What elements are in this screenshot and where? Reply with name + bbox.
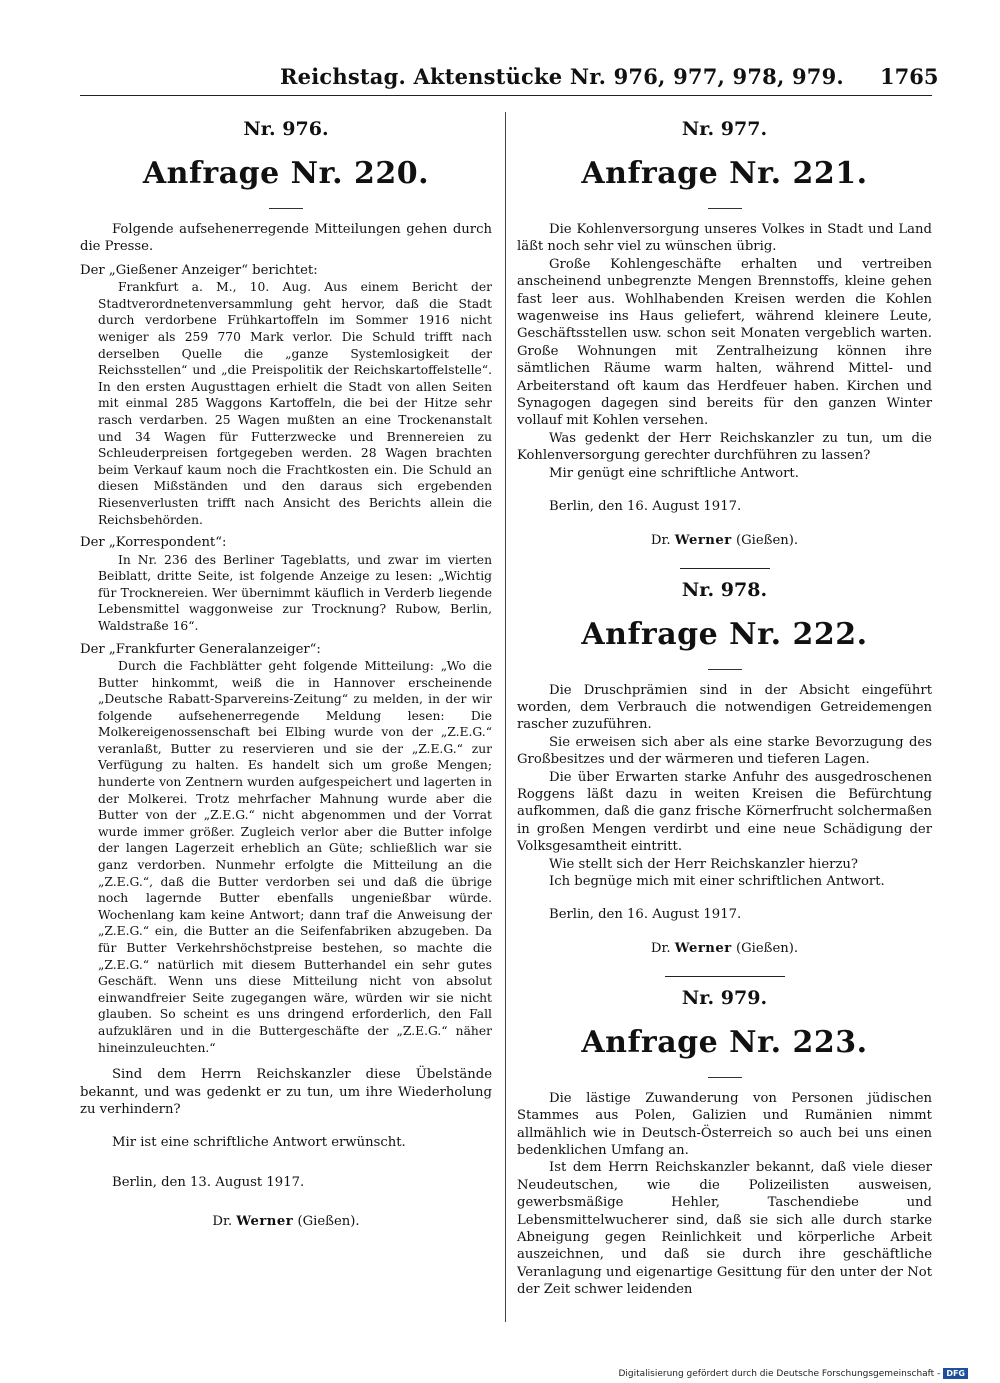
right-column — [517, 110, 932, 1299]
body-paragraph: Wie stellt sich der Herr Reichskanzler hierzu? — [549, 856, 858, 872]
answer-request: Mir ist eine schriftliche Antwort erwünscht. — [112, 1135, 406, 1151]
column-divider — [505, 112, 506, 1322]
body-paragraph: Die Kohlenversorgung unseres Volkes in Stadt und Land läßt noch sehr viel zu wünschen übrig. — [517, 222, 932, 255]
date-line: Berlin, den 13. August 1917. — [112, 1174, 305, 1190]
signature-prefix: Dr. — [212, 1214, 233, 1230]
date-line: Berlin, den 16. August 1917. — [549, 907, 742, 923]
inquiry-title: Anfrage Nr. 222. — [581, 616, 868, 652]
header-divider — [80, 95, 932, 96]
quoted-paragraph: Frankfurt a. M., 10. Aug. Aus einem Bericht der Stadtverordnetenversammlung geht hervor, daß die Stadt durch verdorbene Frühkartoffeln im Sommer 1916 nicht weniger als 259 770 Mark verlor. Die Schuld trifft nach derselben Quelle die „ganze Systemlosigkeit der Reichsstellen“ und „die Preispolitik der Reichskartoffelstelle“. In den ersten Augusttagen erhielt die Stadt von allen Seiten mit einmal 285 Waggons Kartoffeln, die bei der Hitze sehr rasch verdarben. 25 Wagen mußten an eine Trockenanstalt und 34 Wagen für Futterzwecke und Brennereien zu Schleuderpreisen fortgegeben werden. 28 Wagen brachten beim Verkauf kaum noch die Frachtkosten ein. Die Schuld an diesen Mißständen und den daraus sich ergebenden Riesenverlusten trifft nach Ansicht des Berichts allein die Reichsbehörden. — [98, 280, 492, 527]
body-paragraph: Was gedenkt der Herr Reichskanzler zu tun, um die Kohlenversorgung gerechter durchführen zu lassen? — [517, 430, 932, 464]
document-number: Nr. 979. — [681, 986, 768, 1009]
date-line: Berlin, den 16. August 1917. — [549, 499, 742, 515]
intro-paragraph: Folgende aufsehenerregende Mitteilungen gehen durch die Presse. — [80, 222, 492, 255]
quoted-paragraph: In Nr. 236 des Berliner Tageblatts, und zwar im vierten Beiblatt, dritte Seite, ist folgende Anzeige zu lesen: „Wichtig für Trocknereien. Wer übernimmt käuflich in Verderb liegende Lebensmittel waggonweise zur Trocknung? Rubow, Berlin, Waldstraße 16“. — [98, 552, 492, 633]
body-paragraph: Die über Erwarten starke Anfuhr des ausgedroschenen Roggens läßt dazu in weiten Kreisen die Befürchtung aufkommen, daß die ganz frische Körnerfrucht solchermaßen in großen Mengen verdirbt und eine neue Schädigung der Volksgesamtheit eintritt. — [517, 769, 932, 855]
inquiry-block-978 — [517, 577, 932, 977]
signature-prefix: Dr. — [650, 532, 671, 548]
dfg-logo: DFG — [943, 1368, 968, 1379]
title-divider — [708, 669, 742, 670]
signature-name: Werner — [674, 532, 732, 548]
page-number: 1765 — [880, 64, 939, 89]
signature — [80, 1213, 492, 1231]
signature-suffix: (Gießen). — [297, 1214, 360, 1230]
body-paragraph: Die Druschprämien sind in der Absicht eingeführt worden, dem Verbrauch die notwendigen Getreidemengen rascher zuzuführen. — [517, 682, 932, 733]
document-number: Nr. 977. — [681, 118, 768, 140]
body-paragraph: Sie erweisen sich aber als eine starke Bevorzugung des Großbesitzes und der wärmeren und tieferen Lagen. — [517, 734, 932, 768]
signature-suffix: (Gießen). — [735, 532, 799, 548]
signature — [517, 532, 932, 550]
credit-text: Digitalisierung gefördert durch die Deutsche Forschungsgemeinschaft - — [618, 1369, 941, 1379]
body-paragraph: Große Kohlengeschäfte erhalten und vertreiben anscheinend unbegrenzte Mengen Brennstoffs, kleine gehen fast leer aus. Wohlhabenden Kreisen werden die Kohlen wagenweise ins Haus geliefert, während kleinere Leute, Geschäftsstellen usw. schon seit Monaten vergeblich warten. Große Wohnungen mit Zentralheizung können ihre sämtlichen Räume warm halten, während Mittel- und Arbeiterstand oft kaum das Herdfeuer haben. Kirchen und Synagogen dagegen sind bereits für den ganzen Winter vollauf mit Kohlen versehen. — [517, 256, 932, 429]
inquiry-title: Anfrage Nr. 223. — [581, 1024, 868, 1060]
signature-name: Werner — [674, 940, 732, 956]
inquiry-title: Anfrage Nr. 220. — [142, 156, 430, 191]
body-paragraph: Ist dem Herrn Reichskanzler bekannt, daß viele dieser Neudeutschen, wie die Polizeilisten ausweisen, gewerbsmäßige Hehler, Taschendiebe und Lebensmittelwucherer sind, daß sie sich alle durch starke Abneigung gegen Reinlichkeit und körperliche Arbeit auszeichnen, und daß sie durch ihre geschäftliche Veranlagung und eigenartige Gesittung für den unter der Not der Zeit schwer leidenden — [517, 1160, 932, 1298]
inquiry-block-977 — [517, 116, 932, 569]
title-divider — [708, 208, 742, 209]
signature-suffix: (Gießen). — [735, 940, 799, 956]
source-label: Der „Korrespondent“: — [80, 535, 227, 551]
section-divider — [680, 568, 770, 569]
source-label: Der „Frankfurter Generalanzeiger“: — [80, 641, 321, 657]
title-divider — [708, 1077, 742, 1078]
running-header-title: Reichstag. Aktenstücke Nr. 976, 977, 978, 979. — [280, 64, 844, 89]
signature-prefix: Dr. — [650, 940, 671, 956]
left-column — [80, 110, 492, 1231]
body-paragraph: Die lästige Zuwanderung von Personen jüdischen Stammes aus Polen, Galizien und Rumänien nimmt allmählich wie in Deutsch-Österreich so auch bei uns einen bedenklichen Umfang an. — [517, 1090, 932, 1158]
signature-name: Werner — [236, 1214, 294, 1230]
title-divider — [269, 208, 303, 209]
inquiry-block-979 — [517, 985, 932, 1299]
answer-request: Mir genügt eine schriftliche Antwort. — [549, 465, 799, 481]
document-number: Nr. 976. — [243, 118, 329, 140]
quoted-paragraph: Durch die Fachblätter geht folgende Mitteilung: „Wo die Butter hinkommt, weiß die in Hannover erscheinende „Deutsche Rabatt-Sparvereins-Zeitung“ zu melden, in der wir folgende aufsehenerregende Meldung lesen: Die Molkereigenossenschaft bei Elbing wurde von der „Z.E.G.“ veranlaßt, Butter zu reservieren und sie der „Z.E.G.“ zur Verfügung zu halten. Es handelt sich um große Mengen; hunderte von Zentnern wurden aufgespeichert und lagerten in der Molkerei. Trotz mehrfacher Mahnung wurde aber die Butter von der „Z.E.G.“ nicht abgenommen und der Vorrat wurde immer größer. Zugleich verlor aber die Butter infolge der langen Lagerzeit erheblich an Güte; schließlich war sie ganz verdorben. Nunmehr erfolgte die Mitteilung an die „Z.E.G.“, daß die Butter verdorben sei und daß die übrige noch lagernde Butter ebenfalls ungenießbar würde. Wochenlang kam keine Antwort; dann traf die Anweisung der „Z.E.G.“ ein, die Butter an die Seifenfabriken abzugeben. Da für Butter Verkehrshöchstpreise bestehen, so machte die „Z.E.G.“ natürlich mit diesem Butterhandel ein sehr gutes Geschäft. Wenn uns diese Mitteilung nicht von absolut einwandfreier Seite zugegangen wäre, würden wir sie nicht glauben. So scheint es uns dringend erforderlich, den Fall aufzuklären und in die Buttergeschäfte der „Z.E.G.“ näher hineinzuleuchten.“ — [98, 658, 492, 1055]
digitization-credit — [608, 1368, 968, 1379]
inquiry-title: Anfrage Nr. 221. — [581, 156, 868, 191]
section-divider — [665, 976, 785, 977]
question-paragraph: Sind dem Herrn Reichskanzler diese Übelstände bekannt, und was gedenkt er zu tun, um ihre Wiederholung zu verhindern? — [80, 1067, 492, 1117]
source-label: Der „Gießener Anzeiger“ berichtet: — [80, 262, 318, 278]
document-number: Nr. 978. — [681, 578, 768, 601]
signature — [517, 940, 932, 958]
answer-request: Ich begnüge mich mit einer schriftlichen Antwort. — [549, 873, 885, 889]
